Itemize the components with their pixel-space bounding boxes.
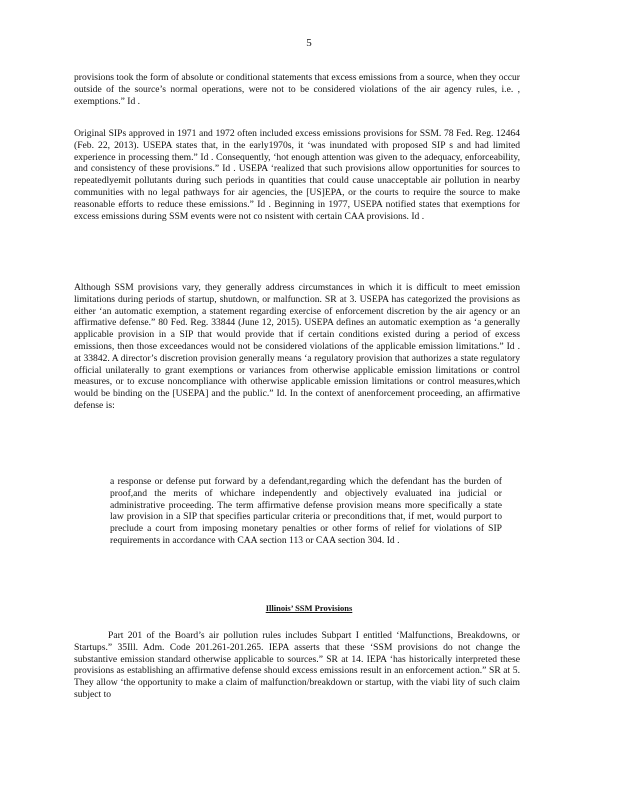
paragraph: Part 201 of the Board’s air pollution rules includes Subpart I entitled ‘Malfunctions, Breakdowns, or Startups.” 35Ill. Adm. Code 201.261-201.265. IEPA asserts that these ‘SSM provisions do not change the substantive emission standard otherwise applicable to sources.” SR at 14. IEPA ‘has historically interpreted these provisions as establishing an affirmative defense should excess emissions result in an enforcement action.” SR at 5. They allow ‘the opportunity to make a claim of malfunction/breakdown or startup, with the viabi lity of such claim subject to: [74, 630, 520, 700]
page-number: 5: [306, 37, 312, 49]
paragraph-continuation: [74, 72, 520, 107]
section-heading: [0, 603, 618, 613]
paragraph: Original SIPs approved in 1971 and 1972 often included excess emissions provisions for SSM. 78 Fed. Reg. 12464 (Feb. 22, 2013). USEPA states that, in the early1970s, it ‘was inundated with proposed SIP s and had limited experience in processing them.” Id . Consequently, ‘hot enough attention was given to the adequacy, enforceability, and consistency of these provisions.” Id . USEPA ‘realized that such provisions allow opportunities for sources to repeatedlyemit pollutants during such periods in quantities that could cause unacceptable air pollution in nearby communities with no legal pathways for air agencies, the [US]EPA, or the courts to require the source to make reasonable efforts to reduce these emissions.” Id . Beginning in 1977, USEPA notified states that exemptions for excess emissions during SSM events were not co nsistent with certain CAA provisions. Id .: [74, 128, 520, 222]
paragraph-original-sips: [74, 128, 520, 222]
quote-text: a response or defense put forward by a defendant,regarding which the defendant has the burden of proof,and the merits of whichare independently and objectively evaluated ina judicial or administrative proceeding. The term affirmative defense provision means more specifically a state law provision in a SIP that specifies particular criteria or preconditions that, if met, would purport to preclude a court from imposing monetary penalties or other forms of relief for violations of SIP requirements in accordance with CAA section 113 or CAA section 304. Id .: [110, 476, 502, 546]
block-quote: [110, 476, 502, 547]
paragraph-ssm-provisions-vary: [74, 282, 520, 412]
paragraph: Although SSM provisions vary, they generally address circumstances in which it is difficult to meet emission limitations during periods of startup, shutdown, or malfunction. SR at 3. USEPA has categorized the provisions as either ‘an automatic exemption, a statement regarding exercise of enforcement discretion by the air agency or an affirmative defense.” 80 Fed. Reg. 33844 (June 12, 2015). USEPA defines an automatic exemption as ‘a generally applicable provision in a SIP that would provide that if certain conditions existed during a period of excess emissions, then those exceedances would not be considered violations of the applicable emission limitations.” Id . at 33842. A director’s discretion provision generally means ‘a regulatory provision that authorizes a state regulatory official unilaterally to grant exemptions or variances from otherwise applicable emission limitations or control measures, or to excuse noncompliance with otherwise applicable emission limitations or control measures,which would be binding on the [USEPA] and the public.” Id. In the context of anenforcement proceeding, an affirmative defense is:: [74, 282, 520, 411]
section-heading-text: Illinois’ SSM Provisions: [265, 603, 353, 613]
paragraph-part-201: [74, 630, 520, 701]
paragraph: provisions took the form of absolute or conditional statements that excess emissions from a source, when they occur outside of the source’s normal operations, were not to be considered violations of the air agency rules, i.e. , exemptions.” Id .: [74, 72, 521, 107]
